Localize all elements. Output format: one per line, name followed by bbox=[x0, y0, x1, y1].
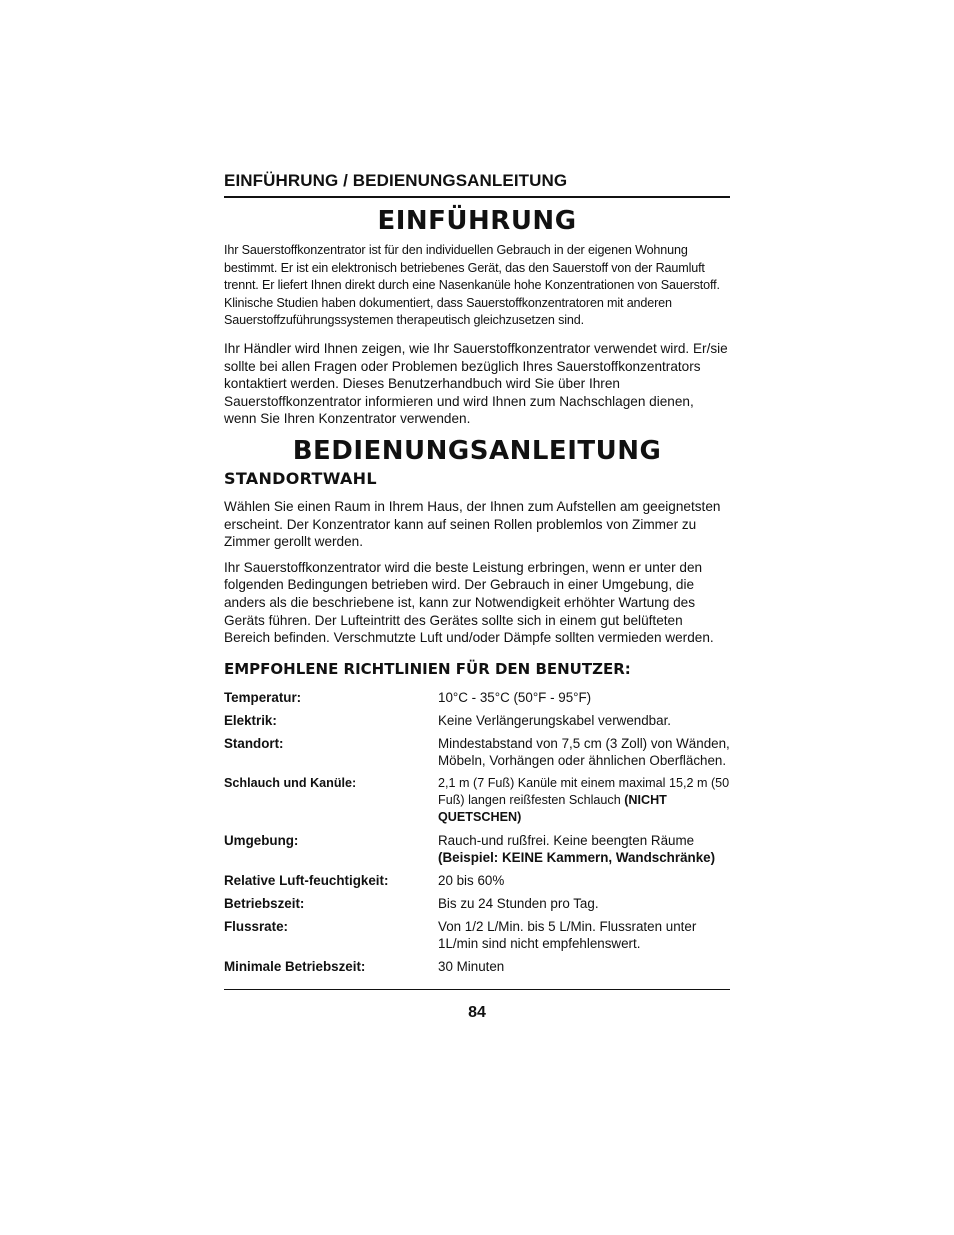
spec-row-location bbox=[224, 735, 730, 769]
spec-value bbox=[438, 775, 730, 826]
footer-divider bbox=[224, 989, 730, 990]
spec-row-humidity bbox=[224, 872, 730, 889]
section-header: EINFÜHRUNG / BEDIENUNGSANLEITUNG bbox=[224, 170, 730, 198]
intro-title: EINFÜHRUNG bbox=[377, 206, 577, 236]
spec-value-text: 2,1 m (7 Fuß) Kanüle mit einem maximal 15,2 m (50 Fuß) langen reißfesten Schlauch bbox=[438, 775, 730, 807]
spec-value: Bis zu 24 Stunden pro Tag. bbox=[438, 895, 599, 911]
spec-row-temperature bbox=[224, 689, 730, 706]
spec-value bbox=[438, 832, 730, 866]
manual-page bbox=[224, 170, 730, 1022]
guidelines-heading: EMPFOHLENE RICHTLINIEN FÜR DEN BENUTZER: bbox=[224, 659, 631, 678]
spec-value: Mindestabstand von 7,5 cm (3 Zoll) von Wänden, Möbeln, Vorhängen oder ähnlichen Oberflächen. bbox=[438, 735, 730, 768]
spec-label: Schlauch und Kanüle: bbox=[224, 775, 357, 790]
spec-row-minimum-time bbox=[224, 958, 730, 975]
spec-value: Keine Verlängerungskabel verwendbar. bbox=[438, 712, 672, 728]
spec-value: 30 Minuten bbox=[438, 958, 505, 974]
spec-value-warning: (NICHT QUETSCHEN) bbox=[438, 792, 667, 824]
operation-title: BEDIENUNGSANLEITUNG bbox=[292, 435, 662, 466]
spec-label: Relative Luft-feuchtigkeit: bbox=[224, 872, 389, 888]
spec-row-environment bbox=[224, 832, 730, 866]
intro-paragraph-2: Ihr Händler wird Ihnen zeigen, wie Ihr Sauerstoffkonzentrator verwendet wird. Er/sie sollte bei allen Fragen oder Problemen bezüglich Ihres Sauerstoffkonzentrators kontaktiert werden. Dieses Benutzerhandbuch wird Sie über Ihren Sauerstoffkonzentrator informieren und wird Ihnen zum Nachschlagen dienen, wenn Sie Ihren Konzentrator verwenden. bbox=[224, 340, 728, 427]
spec-value: 20 bis 60% bbox=[438, 872, 505, 888]
site-paragraph-2: Ihr Sauerstoffkonzentrator wird die beste Leistung erbringen, wenn er unter den folgenden Bedingungen betrieben wird. Der Gebrauch in einer Umgebung, die anders als die beschriebene ist, kann zur Notwendigkeit erhöhter Wartung des Geräts führen. Der Lufteintritt des Gerätes sollte sich in einem gut belüfteten Bereich befinden. Verschmutzte Luft und/oder Dämpfe sollten vermieden werden. bbox=[224, 559, 714, 646]
site-selection-heading: STANDORTWAHL bbox=[224, 468, 377, 488]
spec-label: Betriebszeit: bbox=[224, 895, 305, 911]
spec-value-text: Rauch-und rußfrei. Keine beengten Räume bbox=[438, 832, 695, 848]
spec-row-tubing bbox=[224, 775, 730, 826]
spec-label: Minimale Betriebszeit: bbox=[224, 958, 366, 974]
spec-row-electrical bbox=[224, 712, 730, 729]
spec-label: Umgebung: bbox=[224, 832, 299, 848]
spec-label: Temperatur: bbox=[224, 689, 302, 705]
spec-row-flow-rate bbox=[224, 918, 730, 952]
spec-value: 10°C - 35°C (50°F - 95°F) bbox=[438, 689, 592, 705]
spec-value: Von 1/2 L/Min. bis 5 L/Min. Flussraten unter 1L/min sind nicht empfehlenswert. bbox=[438, 918, 697, 951]
guidelines-table bbox=[224, 689, 730, 975]
spec-row-operating-time bbox=[224, 895, 730, 912]
site-paragraph-1: Wählen Sie einen Raum in Ihrem Haus, der Ihnen zum Aufstellen am geeignetsten erscheint. Der Konzentrator kann auf seinen Rollen problemlos von Zimmer zu Zimmer gerollt werden. bbox=[224, 498, 721, 550]
spec-value-example: (Beispiel: KEINE Kammern, Wandschränke) bbox=[438, 849, 716, 865]
page-number: 84 bbox=[468, 1003, 486, 1021]
spec-label: Flussrate: bbox=[224, 918, 288, 934]
spec-label: Elektrik: bbox=[224, 712, 277, 728]
intro-paragraph-1: Ihr Sauerstoffkonzentrator ist für den individuellen Gebrauch in der eigenen Wohnung bestimmt. Er ist ein elektronisch betriebenes Gerät, das den Sauerstoff von der Raumluft trennt. Er liefert Ihnen direkt durch eine Nasenkanüle hohe Konzentrationen von Sauerstoff. Klinische Studien haben dokumentiert, dass Sauerstoffkonzentratoren mit anderen Sauerstoffzuführungssystemen therapeutisch gleichzusetzen sind. bbox=[224, 243, 720, 328]
spec-label: Standort: bbox=[224, 735, 284, 751]
